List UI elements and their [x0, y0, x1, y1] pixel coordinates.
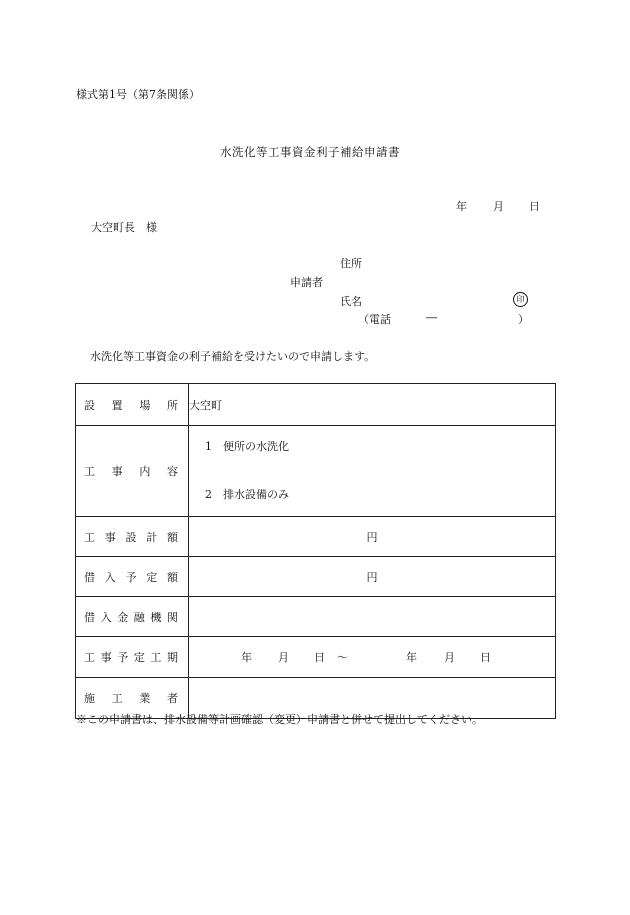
period-start-day: 日	[314, 651, 325, 664]
period-start-year: 年	[241, 651, 252, 664]
lender-label: 借 入 金 融 機 関	[76, 597, 189, 637]
application-statement: 水洗化等工事資金の利子補給を受けたいので申請します。	[90, 350, 376, 363]
phone-dash: ―	[426, 311, 437, 324]
addressee: 大空町長 様	[91, 221, 157, 234]
address-label: 住所	[340, 257, 362, 270]
table-row	[76, 426, 556, 517]
period-label: 工 事 予 定 工 期	[76, 637, 189, 678]
date-month: 月	[493, 200, 504, 213]
period-start-month: 月	[278, 651, 289, 664]
contractor-label: 施 工 業 者	[76, 678, 189, 719]
phone-open: （電話	[358, 313, 391, 326]
table-row	[76, 557, 556, 597]
location-label: 設 置 場 所	[76, 384, 189, 426]
footnote: ※この申請書は、排水設備等計画確認（変更）申請書と併せて提出してください。	[76, 713, 483, 726]
work-option-toilet[interactable]: 1 便所の水洗化	[205, 440, 289, 453]
period-value[interactable]	[189, 637, 556, 678]
name-label: 氏名	[340, 295, 362, 308]
form-number: 様式第1号（第7条関係）	[76, 88, 200, 101]
design-amount-label: 工 事 設 計 額	[76, 517, 189, 557]
period-end-month: 月	[444, 651, 455, 664]
phone-close: ）	[518, 313, 529, 326]
date-day: 日	[529, 200, 540, 213]
lender-value[interactable]	[189, 597, 556, 637]
loan-amount-value[interactable]: 円	[189, 557, 556, 597]
period-end-day: 日	[480, 651, 491, 664]
period-end-year: 年	[406, 651, 417, 664]
work-content-label: 工 事 内 容	[76, 426, 189, 517]
work-content-value[interactable]	[189, 426, 556, 517]
work-option-drainage[interactable]: 2 排水設備のみ	[205, 488, 289, 501]
period-tilde: ～	[337, 651, 348, 664]
design-amount-value[interactable]: 円	[189, 517, 556, 557]
table-row	[76, 637, 556, 678]
loan-amount-label: 借 入 予 定 額	[76, 557, 189, 597]
date-year: 年	[456, 200, 467, 213]
table-row	[76, 384, 556, 426]
application-table	[75, 383, 556, 719]
table-row	[76, 597, 556, 637]
seal-icon: 印	[513, 292, 528, 307]
location-value[interactable]: 大空町	[189, 384, 556, 426]
applicant-label: 申請者	[290, 276, 323, 289]
table-row	[76, 517, 556, 557]
document-title: 水洗化等工事資金利子補給申請書	[220, 145, 400, 159]
